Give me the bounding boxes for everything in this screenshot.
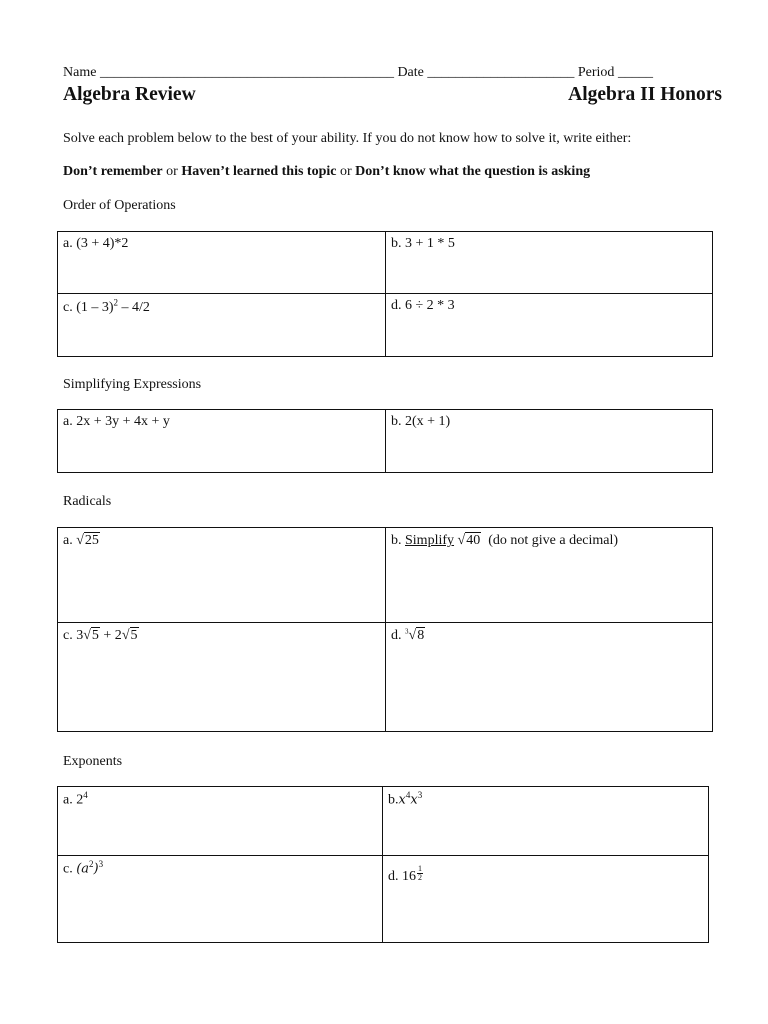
name-field[interactable]: __________________________________________: [99, 65, 394, 80]
header-line: [63, 65, 653, 81]
period-label: Period: [577, 65, 615, 80]
section-title-exponents: Exponents: [63, 754, 123, 769]
problem-cell[interactable]: $b.x^4x^3$: [383, 787, 709, 856]
course-title: Algebra II Honors: [568, 84, 722, 105]
option-not-learned: Haven’t learned this topic: [181, 164, 337, 179]
option-dont-know-question: Don’t know what the question is asking: [355, 164, 591, 179]
problem-cell[interactable]: d. $^3$√8: [386, 623, 713, 732]
order-of-operations-table: [57, 231, 713, 357]
section-title-radicals: Radicals: [63, 494, 112, 509]
problem-cell[interactable]: c. 3√5 + 2√5: [58, 623, 386, 732]
radical-sign-icon: √40: [457, 533, 481, 548]
or-text: or: [166, 164, 178, 179]
simplifying-expressions-table: [57, 409, 713, 473]
problem-cell[interactable]: [386, 232, 713, 294]
date-label: Date: [397, 65, 424, 80]
problem-text: b. 3 + 1 * 5: [391, 236, 455, 251]
problem-cell[interactable]: c. $(a^2)^3$: [58, 856, 383, 943]
problem-cell[interactable]: [58, 294, 386, 357]
name-label: Name: [63, 65, 97, 80]
problem-cell[interactable]: a. $2^4$: [58, 787, 383, 856]
problem-cell[interactable]: d. 16 $\frac{1}{2}$: [383, 856, 709, 943]
or-text: or: [339, 164, 352, 179]
problem-cell[interactable]: [386, 294, 713, 357]
problem-cell[interactable]: [386, 410, 713, 473]
problem-cell[interactable]: a. √25: [58, 528, 386, 623]
problem-cell[interactable]: b. Simplify √40 (do not give a decimal): [386, 528, 713, 623]
problem-text: c. (1 – 3)$^2$ – 4/2: [63, 297, 150, 315]
exponents-table: [57, 786, 709, 943]
date-field[interactable]: _____________________: [427, 65, 575, 80]
section-title-simplifying-expressions: Simplifying Expressions: [63, 377, 202, 392]
option-dont-remember: Don’t remember: [63, 164, 163, 179]
response-options: [63, 164, 590, 180]
problem-cell[interactable]: [58, 410, 386, 473]
radicals-table: [57, 527, 713, 732]
problem-cell[interactable]: [58, 232, 386, 294]
problem-text: b. 2(x + 1): [391, 414, 451, 429]
problem-text: d. 6 ÷ 2 * 3: [391, 298, 455, 313]
period-field[interactable]: _____: [617, 65, 653, 80]
radical-sign-icon: √5: [83, 628, 99, 643]
fraction-exponent: $\frac{1}{2}$: [418, 864, 422, 882]
problem-text: a. 2x + 3y + 4x + y: [63, 414, 170, 429]
instructions-text: Solve each problem below to the best of your ability. If you do not know how to solve it, write either:: [63, 131, 632, 146]
cube-root-icon: $^3$√8: [405, 627, 425, 643]
radical-sign-icon: √25: [76, 533, 99, 548]
radical-sign-icon: √5: [121, 628, 138, 643]
section-title-order-of-operations: Order of Operations: [63, 198, 176, 213]
page-title: Algebra Review: [63, 84, 196, 105]
problem-text: a. (3 + 4)*2: [63, 236, 129, 251]
